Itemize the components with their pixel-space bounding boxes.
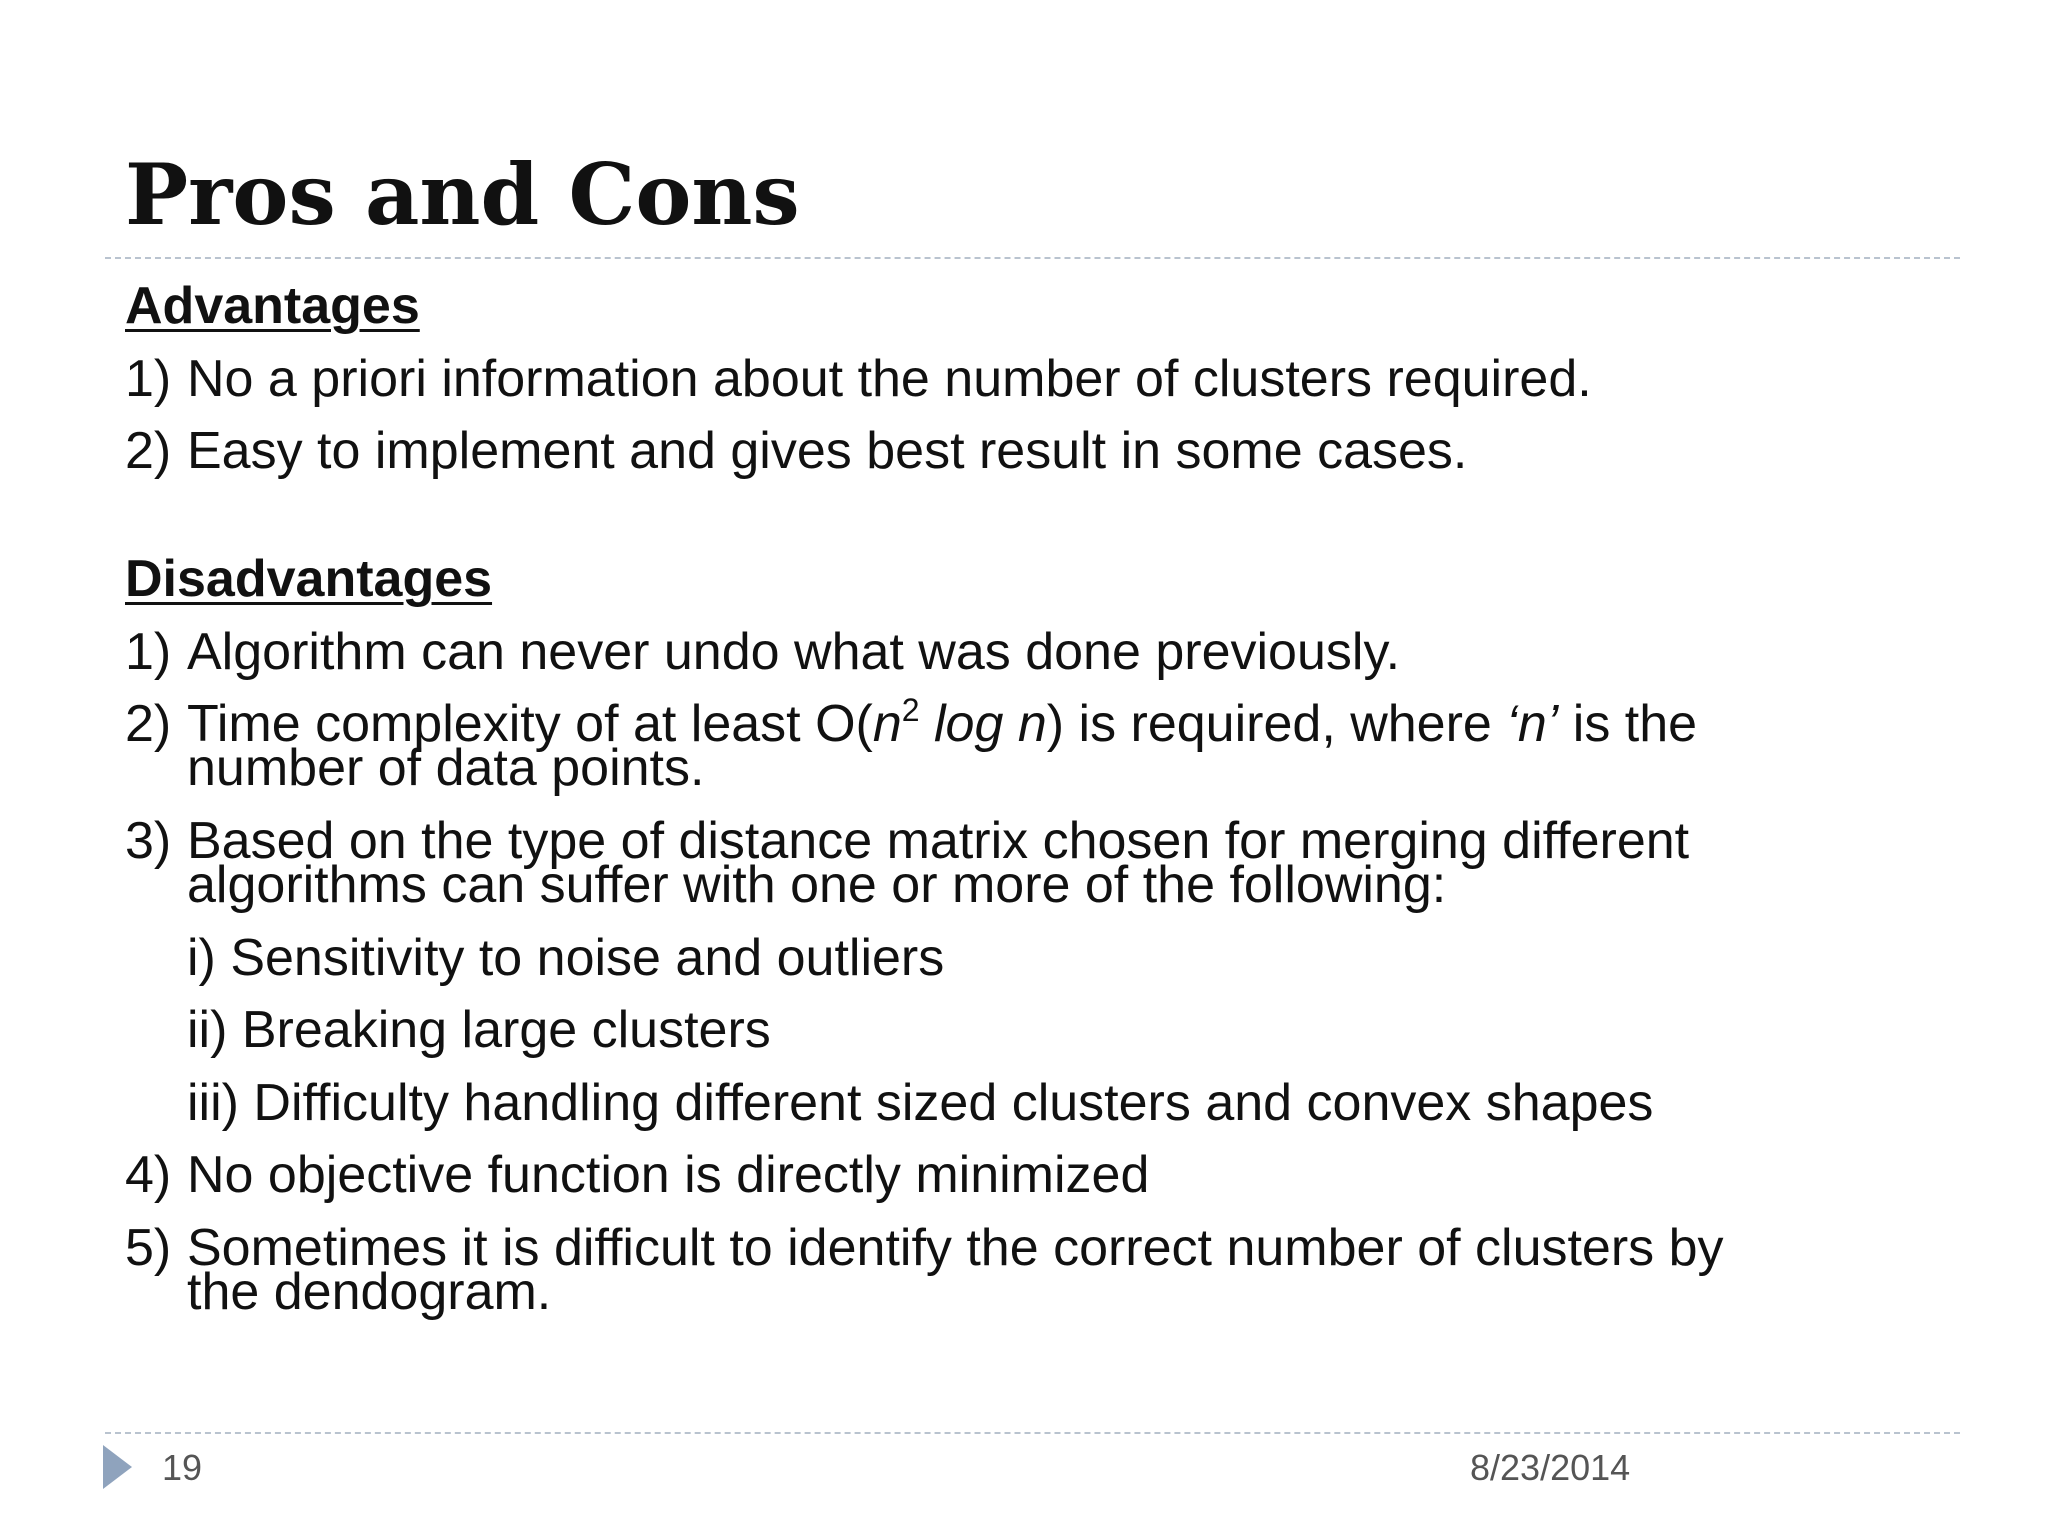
sub-item-3: iii) Difficulty handling different sized clusters and convex shapes <box>187 1074 1654 1132</box>
advantage-item-2 <box>125 423 1925 479</box>
item-text-line-2: number of data points. <box>187 739 705 797</box>
disadvantage-item-2 <box>125 692 1925 797</box>
item-text-line-1: Based on the type of distance matrix chosen for merging different <box>187 812 1690 870</box>
disadvantage-item-4 <box>125 1147 1925 1203</box>
page-number: 19 <box>162 1447 203 1488</box>
sub-item-2: ii) Breaking large clusters <box>187 1001 771 1059</box>
item-number: 4) <box>125 1146 172 1204</box>
item-text: No a priori information about the number of clusters required. <box>187 350 1592 408</box>
disadvantage-item-3 <box>125 813 1925 913</box>
item-number: 1) <box>125 623 172 681</box>
math-n: n <box>872 695 902 753</box>
item-number: 5) <box>125 1219 172 1277</box>
item-number: 2) <box>125 695 172 753</box>
math-exponent: 2 <box>901 692 920 728</box>
title-divider <box>105 257 1960 259</box>
disadvantage-item-1 <box>125 624 1925 680</box>
text-mid: ) is required, where <box>1046 695 1507 753</box>
item-number: 3) <box>125 812 172 870</box>
footer-divider <box>105 1432 1960 1434</box>
item-text: Easy to implement and gives best result in some cases. <box>187 422 1468 480</box>
item-text-line-2: algorithms can suffer with one or more of the following: <box>187 856 1447 914</box>
math-log-n: log n <box>919 695 1047 753</box>
item-number: 2) <box>125 422 172 480</box>
triangle-bullet-icon <box>103 1445 132 1489</box>
slide-body <box>125 270 1925 1320</box>
slide-date: 8/23/2014 <box>1470 1447 1631 1488</box>
item-number: 1) <box>125 350 172 408</box>
item-text-line-1: Sometimes it is difficult to identify the correct number of clusters by <box>187 1219 1724 1277</box>
disadvantage-item-5 <box>125 1220 1925 1320</box>
advantages-heading: Advantages <box>125 277 420 335</box>
sub-item-1: i) Sensitivity to noise and outliers <box>187 929 945 987</box>
text-end: is the <box>1558 695 1698 753</box>
text-pre: Time complexity of at least O( <box>187 695 873 753</box>
disadvantages-heading: Disadvantages <box>125 550 493 608</box>
slide-title: Pros and Cons <box>125 145 800 244</box>
advantage-item-1 <box>125 351 1925 407</box>
item-text: No objective function is directly minimized <box>187 1146 1150 1204</box>
item-text-line-2: the dendogram. <box>187 1263 552 1321</box>
quoted-n: ‘n’ <box>1506 695 1559 753</box>
item-text: Algorithm can never undo what was done previously. <box>187 623 1401 681</box>
